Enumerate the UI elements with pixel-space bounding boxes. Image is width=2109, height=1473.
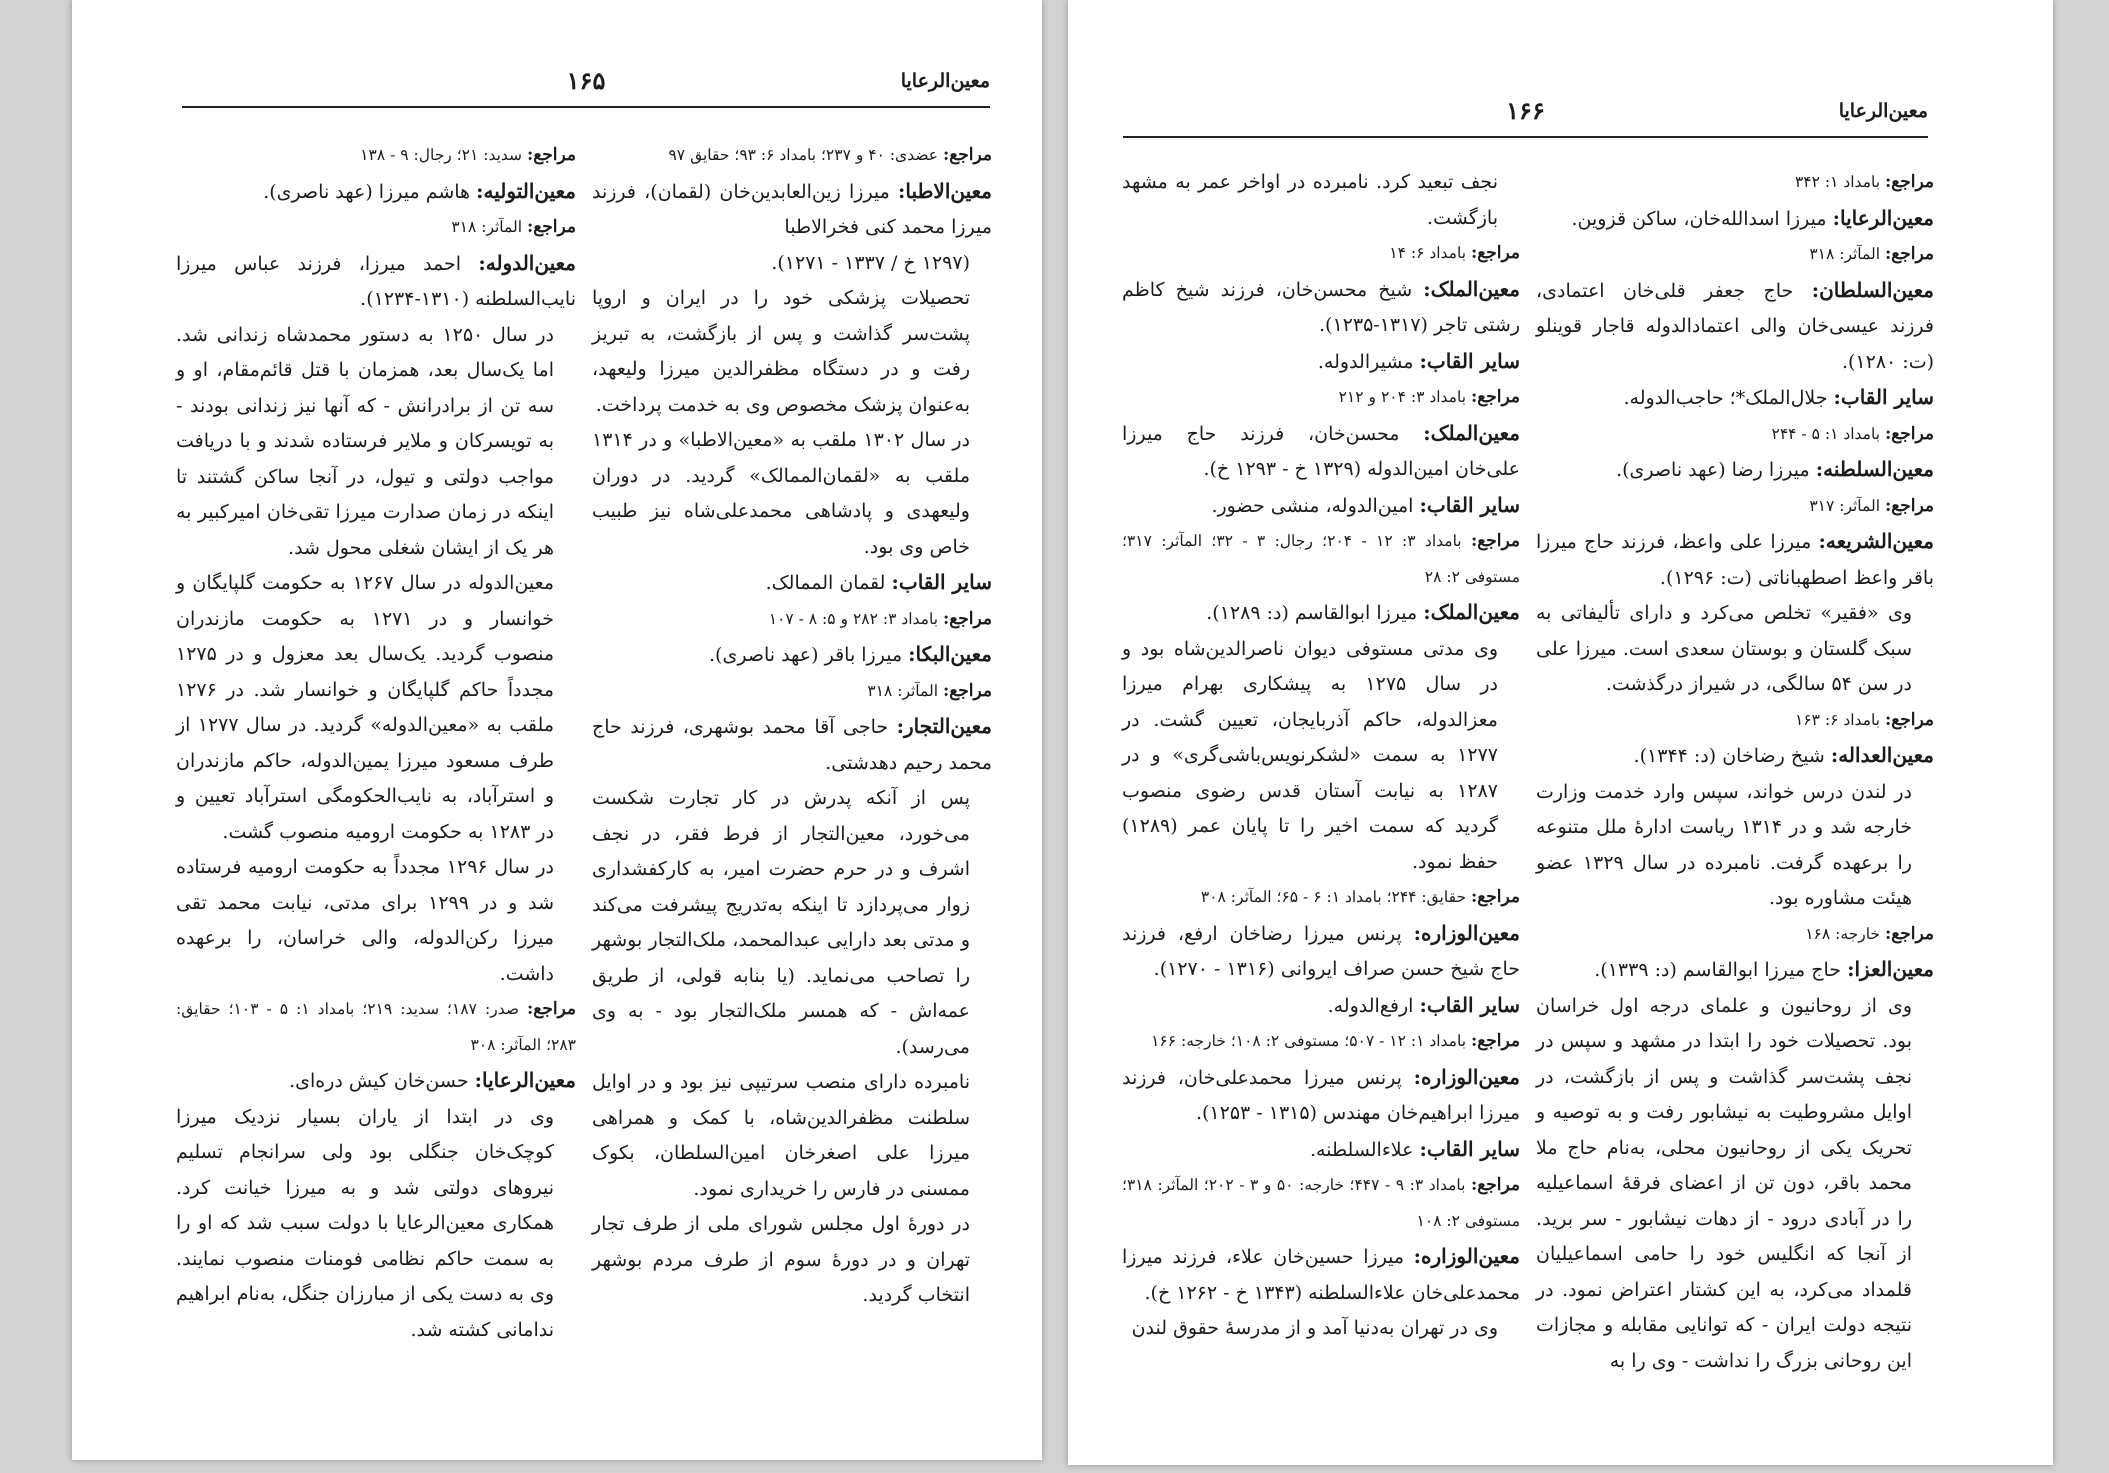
entry-text: بامداد ۳: ۲۸۲ و ۵: ۸ - ۱۰۷: [768, 609, 943, 628]
paragraph: [592, 281, 992, 423]
reference-label: مراجع:: [1884, 923, 1934, 944]
reference-label: مراجع:: [1470, 387, 1520, 407]
entry-text: (۱۲۹۷ خ / ۱۳۳۷ - ۱۲۷۱).: [771, 251, 970, 274]
reference-label: مراجع:: [1470, 1031, 1520, 1051]
entry-text: هاشم میرزا (عهد ناصری).: [263, 180, 477, 203]
page-header: [182, 66, 990, 108]
reference-line: [592, 138, 992, 174]
paragraph: [176, 1100, 576, 1349]
entry-text: ارفع‌الدوله.: [1327, 994, 1420, 1017]
entry-text: پس از آنکه پدرش در کار تجارت شکست می‌خورد، معین‌التجار از فرط فقر، در نجف اشرف و در حرم حضرت امیر، به کارکفشداری زوار می‌پردازد تا اینکه به‌تدریج پیشرفت می‌کند و مدتی بعد دارایی عبدالمحمد، ملک‌التجار بوشهر را تصاحب می‌نماید. (یا بنابه قولی، از طریق عمه‌اش - که همسر ملک‌التجار بود - به وی می‌رسد).: [592, 787, 970, 1058]
paragraph: [1536, 989, 1934, 1380]
entry-title: سایر القاب:: [1419, 492, 1520, 517]
paragraph: [1122, 165, 1520, 236]
entry-title: معین‌الدوله:: [478, 250, 576, 275]
entry-text: المآثر: ۳۱۷: [1809, 496, 1885, 515]
entry-title: معین‌التولیه:: [476, 178, 576, 203]
reference-label: مراجع:: [1470, 531, 1520, 551]
reference-label: مراجع:: [1884, 423, 1934, 444]
entry: [592, 637, 992, 674]
reference-line: [592, 674, 992, 710]
entry-text: المآثر: ۳۱۸: [867, 681, 943, 700]
entry-text: سدید: ۲۱؛ رجال: ۹ - ۱۳۸: [360, 146, 527, 164]
entry: [1122, 595, 1520, 632]
entry-text: تحصیلات پزشکی خود را در ایران و اروپا پشت‌سر گذاشت و پس از بازگشت، به تبریز رفت و در دستگاه مظفرالدین میرزا ولیعهد، به‌عنوان پزشک مخصوص وی به خدمت پرداخت.: [592, 287, 970, 416]
running-title: معین‌الرعایا: [1838, 100, 1928, 122]
entry-text: احمد میرزا، فرزند عباس میرزا نایب‌السلطنه (۱۳۱۰-۱۲۳۴).: [176, 252, 576, 310]
reference-line: [1536, 703, 1934, 739]
entry-text: معین‌الدوله در سال ۱۲۶۷ به حکومت گلپایگان و خوانسار و در ۱۲۷۱ به حکومت مازندران منصوب گردید. یک‌سال بعد معزول و در ۱۲۷۵ مجدداً حاکم گلپایگان و خوانسار شد. در ۱۲۷۶ ملقب به «معین‌الدوله» گردید. در سال ۱۲۷۷ از طرف مسعود میرزا یمین‌الدوله، حاکم مازندران و استرآباد، به نایب‌الحکومگی استرآباد تعیین و در ۱۲۸۳ به حکومت ارومیه منصوب گشت.: [176, 572, 555, 843]
entry-text: محسن‌خان، فرزند حاج میرزا علی‌خان امین‌الدوله (۱۳۲۹ خ - ۱۲۹۳ خ).: [1122, 422, 1520, 480]
paragraph: [1122, 1311, 1520, 1347]
entry: [592, 709, 992, 781]
entry-text: امین‌الدوله، منشی حضور.: [1211, 494, 1420, 517]
entry-text: میرزا ابوالقاسم (د: ۱۲۸۹).: [1206, 602, 1424, 624]
reference-line: [176, 992, 576, 1063]
page-number: ۱۶۶: [1506, 96, 1545, 125]
entry-text: میرزا اسدالله‌خان، ساکن قزوین.: [1571, 207, 1833, 230]
entry: [592, 174, 992, 246]
entry-title: سایر القاب:: [1419, 348, 1520, 373]
reference-line: [1122, 380, 1520, 416]
left-page: [72, 0, 1042, 1460]
entry-title: معین‌الشریعه:: [1818, 529, 1934, 553]
reference-label: مراجع:: [526, 145, 576, 165]
entry: [1536, 452, 1934, 489]
paragraph: [592, 246, 992, 282]
text-column-right: [1536, 165, 1934, 1379]
reference-line: [1536, 417, 1934, 453]
reference-label: مراجع:: [1884, 709, 1934, 730]
text-column-right: [592, 138, 992, 1314]
reference-line: [176, 138, 576, 174]
entry-title: معین‌التجار:: [896, 714, 992, 738]
entry: [1536, 524, 1934, 596]
entry-title: معین‌الرعایا:: [474, 1068, 576, 1092]
reference-label: مراجع:: [526, 217, 576, 237]
reference-label: مراجع:: [527, 999, 577, 1019]
entry-text: مشیرالدوله.: [1317, 350, 1420, 373]
entry: [1122, 1060, 1520, 1132]
paragraph: [176, 318, 576, 567]
entry-title: سایر القاب:: [1833, 385, 1934, 409]
entry: [176, 174, 576, 211]
entry-text: جلال‌الملک*؛ حاجب‌الدوله.: [1623, 387, 1834, 409]
entry-text: در سال ۱۲۵۰ به دستور محمدشاه زندانی شد. اما یک‌سال بعد، همزمان با قتل قائم‌مقام، او و سه تن از برادرانش - که آنها نیز زندانی بودند - به تویسرکان و ملایر فرستاده شدند و با دریافت مواجب دولتی و تیول، در آنجا ساکن گشتند تا اینکه در زمان صدارت میرزا تقی‌خان امیرکبیر به هر یک از ایشان شغلی محول شد.: [176, 323, 554, 559]
paragraph: [592, 781, 992, 1065]
entry-text: علاء‌السلطنه.: [1309, 1138, 1420, 1161]
entry-text: المآثر: ۳۱۸: [451, 218, 527, 236]
paragraph: [592, 1065, 992, 1207]
entry-text: بامداد ۳: ۲۰۴ و ۲۱۲: [1338, 388, 1471, 406]
entry: [1122, 988, 1520, 1025]
paragraph: [592, 423, 992, 565]
entry: [1122, 344, 1520, 381]
entry-text: در دورهٔ اول مجلس شورای ملی از طرف تجار تهران و در دورهٔ سوم از طرف مردم بوشهر انتخاب گردید.: [592, 1213, 970, 1306]
entry-text: شیخ رضاخان (د: ۱۳۴۴).: [1633, 745, 1831, 767]
entry: [1122, 1132, 1520, 1169]
entry: [1122, 272, 1520, 344]
entry-text: بامداد ۶: ۱۴: [1389, 244, 1471, 262]
entry-text: در لندن درس خواند، سپس وارد خدمت وزارت خارجه شد و در ۱۳۱۴ ریاست ادارهٔ ملل متنوعه را برعهده گرفت. نامبرده در سال ۱۳۲۹ عضو هیئت مشاوره بود.: [1536, 780, 1912, 909]
reference-line: [1122, 1168, 1520, 1239]
entry-text: حاجی آقا محمد بوشهری، فرزند حاج محمد رحیم دهدشتی.: [592, 716, 992, 774]
entry: [592, 565, 992, 602]
entry-title: معین‌الوزاره:: [1413, 1064, 1520, 1089]
paragraph: [592, 1207, 992, 1314]
entry: [1122, 416, 1520, 488]
reference-line: [1122, 524, 1520, 595]
reference-line: [176, 210, 576, 246]
paragraph: [176, 566, 576, 850]
entry-title: سایر القاب:: [1419, 1136, 1520, 1161]
right-page: [1068, 0, 2053, 1465]
entry-text: حسن‌خان کیش دره‌ای.: [289, 1070, 475, 1092]
reference-label: مراجع:: [1884, 172, 1934, 192]
reference-line: [1536, 917, 1934, 953]
entry-text: بامداد ۳: ۹ - ۴۴۷؛ خارجه: ۵۰ و ۳ - ۲۰۲؛ المآثر: ۳۱۸؛ مستوفی ۲: ۱۰۸: [1122, 1176, 1520, 1230]
entry: [1122, 916, 1520, 988]
reference-label: مراجع:: [942, 680, 992, 701]
reference-line: [1536, 489, 1934, 525]
entry-text: نجف تبعید کرد. نامبرده در اواخر عمر به مشهد بازگشت.: [1122, 171, 1498, 229]
entry-title: معین‌السلطنه:: [1815, 457, 1934, 481]
paragraph: [1122, 632, 1520, 881]
reference-label: مراجع:: [1884, 495, 1934, 516]
entry-text: میرزا علی واعظ، فرزند حاج میرزا باقر واعظ اصطهباناتی (ت: ۱۲۹۶).: [1536, 531, 1934, 589]
reference-label: مراجع:: [1884, 244, 1934, 264]
entry-text: در سال ۱۲۹۶ مجدداً به حکومت ارومیه فرستاده شد و در ۱۲۹۹ برای مدتی، نیابت محمد تقی میرزا رکن‌الدوله، والی خراسان، را برعهده داشت.: [176, 856, 554, 985]
entry-text: صدر: ۱۸۷؛ سدید: ۲۱۹؛ بامداد ۱: ۵ - ۱۰۳؛ حقایق: ۲۸۳؛ المآثر: ۳۰۸: [176, 1000, 576, 1054]
entry-text: حاج جعفر قلی‌خان اعتمادی، فرزند عیسی‌خان والی اعتمادالدوله قاجار قوینلو (ت: ۱۲۸۰).: [1536, 279, 1934, 373]
entry-text: بامداد ۱: ۱۲ - ۵۰۷؛ مستوفی ۲: ۱۰۸؛ خارجه: ۱۶۶: [1151, 1032, 1471, 1050]
entry-text: بامداد ۳: ۱۲ - ۲۰۴؛ رجال: ۳ - ۳۲؛ المآثر: ۳۱۷؛ مستوفی ۲: ۲۸: [1122, 532, 1520, 586]
entry-text: وی در ابتدا از یاران بسیار نزدیک میرزا کوچک‌خان جنگلی بود ولی سرانجام تسلیم نیروهای دولتی شد و به میرزا خیانت کرد. همکاری معین‌الرعایا با دولت سبب شد که او را به سمت حاکم نظامی فومنات منصوب نمایند. وی به دست یکی از مبارزان جنگل، به‌نام ابراهیم ندامانی کشته شد.: [176, 1105, 554, 1341]
paragraph: [1536, 596, 1934, 703]
reference-line: [1122, 1024, 1520, 1060]
entry-text: نامبرده دارای منصب سرتیپی نیز بود و در اوایل سلطنت مظفرالدین‌شاه، با کمک و همراهی میرزا علی اصغرخان امین‌السلطان، بکوک ممسنی در فارس را خریداری نمود.: [592, 1071, 970, 1200]
text-column-left: [1122, 165, 1520, 1347]
entry-text: خارجه: ۱۶۸: [1805, 924, 1885, 943]
reference-label: مراجع:: [942, 145, 992, 165]
entry-text: میرزا حسین‌خان علاء، فرزند میرزا محمدعلی‌خان علاء‌السلطنه (۱۳۴۳ خ - ۱۲۶۲ خ).: [1122, 1246, 1520, 1304]
entry-title: معین‌الوزاره:: [1413, 920, 1520, 945]
entry-text: وی از روحانیون و علمای درجه اول خراسان بود. تحصیلات خود را ابتدا در مشهد و سپس در نجف پشت‌سر گذاشت و پس از بازگشت، در اوایل مشروطیت به نیشابور رفت و به توصیه و تحریک یکی از روحانیون محلی، به‌نام حاج ملا محمد باقر، دون تن از اعضای فرقهٔ اسماعیلیه را در آبادی درود - از دهات نیشابور - سر برید. از آنجا که انگلیس خود را حامی اسماعیلیان قلمداد می‌کرد، به این کشتار اعتراض نمود. در نتیجه دولت ایران - که توانایی مقابله و مجازات این روحانی بزرگ را نداشت - وی را به: [1536, 994, 1912, 1372]
entry: [1536, 380, 1934, 417]
entry: [1536, 738, 1934, 775]
entry-title: سایر القاب:: [1419, 992, 1520, 1017]
entry: [1122, 1239, 1520, 1311]
entry-title: معین‌البکا:: [908, 642, 992, 666]
entry-text: در سال ۱۳۰۲ ملقب به «معین‌الاطبا» و در ۱۳۱۴ ملقب به «لقمان‌الممالک» گردید. در دوران ولیعهدی و پادشاهی محمدعلی‌شاه نیز طبیب خاص وی بود.: [592, 429, 970, 558]
reference-line: [1122, 236, 1520, 272]
entry-text: میرزا باقر (عهد ناصری).: [709, 644, 909, 666]
entry-title: معین‌الملک:: [1423, 420, 1520, 445]
entry-text: وی «فقیر» تخلص می‌کرد و دارای تألیفاتی به سبک گلستان و بوستان سعدی است. میرزا علی در سن ۵۴ سالگی، در شیراز درگذشت.: [1536, 602, 1912, 695]
page-header: [1123, 96, 1928, 138]
entry-text: المآثر: ۳۱۸: [1809, 245, 1885, 263]
entry-text: میرزا زین‌العابدین‌خان (لقمان)، فرزند میرزا محمد کنی فخرالاطبا: [592, 180, 992, 238]
entry-text: لقمان الممالک.: [765, 572, 892, 594]
entry-text: میرزا رضا (عهد ناصری).: [1616, 459, 1816, 481]
entry: [176, 1063, 576, 1100]
reference-line: [1122, 880, 1520, 916]
entry-text: حقایق: ۲۴۴؛ بامداد ۱: ۶ - ۶۵؛ المآثر: ۳۰۸: [1200, 888, 1471, 906]
entry-title: معین‌الملک:: [1423, 600, 1520, 624]
entry-title: معین‌العزا:: [1847, 957, 1934, 981]
running-title: معین‌الرعایا: [900, 70, 990, 92]
entry-title: معین‌السلطان:: [1811, 277, 1934, 302]
reference-line: [1536, 165, 1934, 201]
reference-label: مراجع:: [942, 608, 992, 629]
entry: [176, 246, 576, 318]
entry-title: معین‌الرعایا:: [1832, 205, 1934, 230]
paragraph: [176, 850, 576, 992]
reference-label: مراجع:: [1470, 1175, 1521, 1195]
entry: [1536, 201, 1934, 238]
reference-line: [592, 602, 992, 638]
reference-line: [1536, 237, 1934, 273]
entry-text: پرنس میرزا محمدعلی‌خان، فرزند میرزا ابراهیم‌خان مهندس (۱۳۱۵ - ۱۲۵۳).: [1122, 1066, 1520, 1124]
paragraph: [1536, 775, 1934, 917]
entry-text: بامداد ۱: ۵ - ۲۴۴: [1771, 424, 1885, 443]
entry-title: سایر القاب:: [891, 570, 992, 594]
entry: [1122, 488, 1520, 525]
entry-text: حاج میرزا ابوالقاسم (د: ۱۳۳۹).: [1594, 959, 1848, 981]
reference-label: مراجع:: [1470, 887, 1520, 907]
entry: [1536, 952, 1934, 989]
entry-title: معین‌الاطبا:: [897, 178, 992, 203]
entry-text: بامداد ۶: ۱۶۳: [1794, 710, 1885, 729]
entry-text: شیخ محسن‌خان، فرزند شیخ کاظم رشتی تاجر (۱۳۱۷-۱۲۳۵).: [1122, 278, 1520, 336]
page-number: ۱۶۵: [566, 66, 606, 95]
entry: [1536, 273, 1934, 381]
entry-title: معین‌العداله:: [1830, 743, 1934, 767]
entry-text: بامداد ۱: ۳۴۲: [1794, 173, 1885, 191]
entry-title: معین‌الوزاره:: [1413, 1244, 1520, 1268]
reference-label: مراجع:: [1470, 243, 1520, 263]
entry-text: عضدی: ۴۰ و ۲۳۷؛ بامداد ۶: ۹۳؛ حقایق ۹۷: [668, 146, 943, 164]
entry-text: وی در تهران به‌دنیا آمد و از مدرسهٔ حقوق لندن: [1131, 1317, 1498, 1339]
text-column-left: [176, 138, 576, 1348]
entry-title: معین‌الملک:: [1423, 276, 1520, 301]
entry-text: وی مدتی مستوفی دیوان ناصرالدین‌شاه بود و در سال ۱۲۷۵ به پیشکاری بهرام میرزا معزالدوله، حاکم آذربایجان، تعیین گشت. در ۱۲۷۷ به سمت «لشکرنویس‌باشی‌گری» و در ۱۲۸۷ به نیابت آستان قدس رضوی منصوب گردید که سمت اخیر را تا پایان عمر (۱۲۸۹) حفظ نمود.: [1122, 637, 1498, 873]
entry-text: پرنس میرزا رضاخان ارفع، فرزند حاج شیخ حسن صراف ایروانی (۱۳۱۶ - ۱۲۷۰).: [1122, 922, 1520, 980]
